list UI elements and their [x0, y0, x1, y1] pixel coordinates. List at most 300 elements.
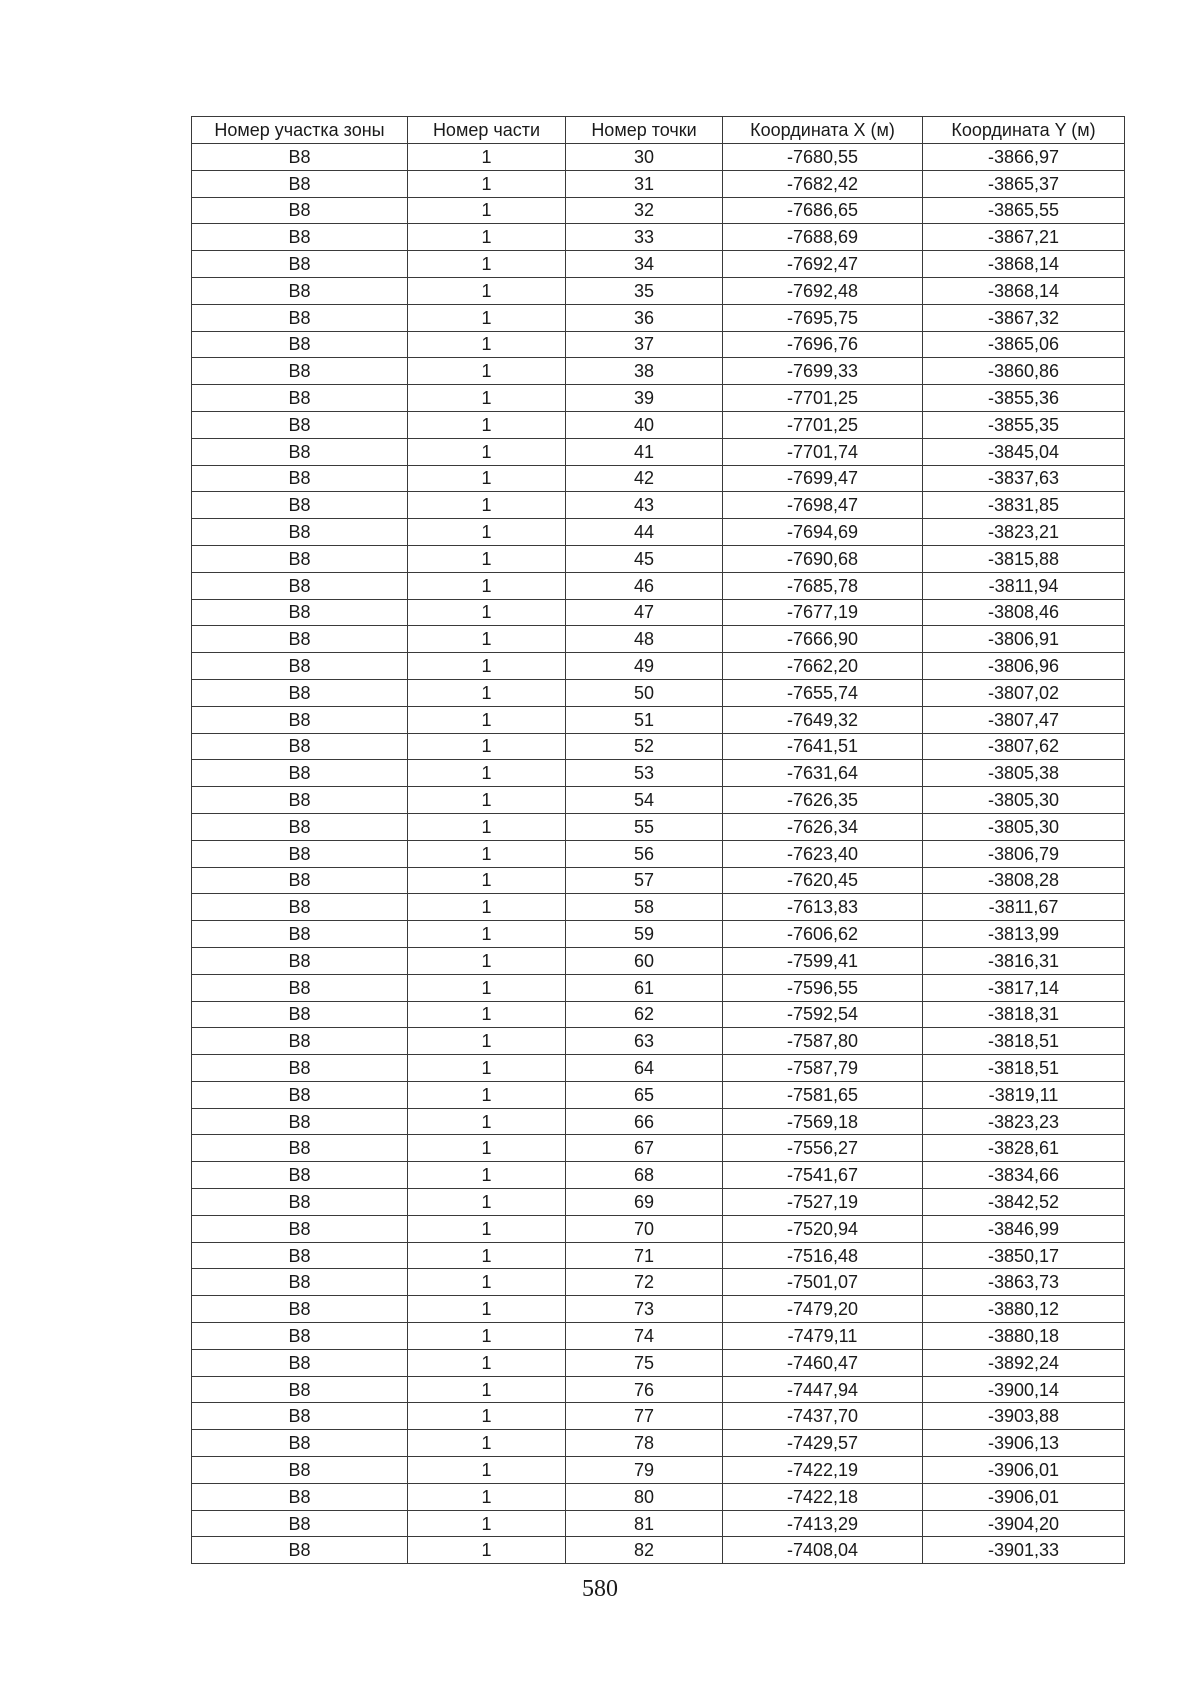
cell-point-number: 51	[566, 706, 723, 733]
cell-zone-section: В8	[192, 1537, 408, 1564]
cell-part-number: 1	[408, 599, 566, 626]
cell-coordinate-x: -7688,69	[723, 224, 923, 251]
cell-part-number: 1	[408, 840, 566, 867]
table-row	[192, 760, 1125, 787]
cell-coordinate-x: -7690,68	[723, 545, 923, 572]
cell-part-number: 1	[408, 197, 566, 224]
cell-part-number: 1	[408, 411, 566, 438]
table-row	[192, 1296, 1125, 1323]
cell-coordinate-y: -3892,24	[923, 1349, 1125, 1376]
cell-zone-section: В8	[192, 1001, 408, 1028]
cell-part-number: 1	[408, 760, 566, 787]
cell-coordinate-y: -3868,14	[923, 277, 1125, 304]
cell-coordinate-x: -7587,79	[723, 1055, 923, 1082]
cell-zone-section: В8	[192, 679, 408, 706]
cell-coordinate-x: -7447,94	[723, 1376, 923, 1403]
cell-coordinate-x: -7626,35	[723, 787, 923, 814]
cell-point-number: 75	[566, 1349, 723, 1376]
cell-coordinate-y: -3855,36	[923, 385, 1125, 412]
cell-part-number: 1	[408, 1296, 566, 1323]
table-header	[192, 117, 1125, 144]
cell-part-number: 1	[408, 1055, 566, 1082]
cell-zone-section: В8	[192, 144, 408, 171]
cell-coordinate-x: -7677,19	[723, 599, 923, 626]
cell-part-number: 1	[408, 1135, 566, 1162]
cell-coordinate-y: -3808,28	[923, 867, 1125, 894]
cell-part-number: 1	[408, 1483, 566, 1510]
cell-point-number: 40	[566, 411, 723, 438]
cell-coordinate-x: -7698,47	[723, 492, 923, 519]
table-row	[192, 358, 1125, 385]
cell-coordinate-x: -7626,34	[723, 813, 923, 840]
table-row	[192, 1537, 1125, 1564]
cell-coordinate-y: -3805,38	[923, 760, 1125, 787]
table-row	[192, 304, 1125, 331]
cell-zone-section: В8	[192, 170, 408, 197]
cell-zone-section: В8	[192, 385, 408, 412]
cell-point-number: 74	[566, 1323, 723, 1350]
cell-coordinate-x: -7662,20	[723, 653, 923, 680]
cell-part-number: 1	[408, 733, 566, 760]
cell-coordinate-y: -3807,62	[923, 733, 1125, 760]
header-coordinate-y: Координата Y (м)	[923, 117, 1125, 144]
cell-coordinate-x: -7501,07	[723, 1269, 923, 1296]
cell-part-number: 1	[408, 1323, 566, 1350]
cell-point-number: 37	[566, 331, 723, 358]
cell-zone-section: В8	[192, 1081, 408, 1108]
cell-zone-section: В8	[192, 1055, 408, 1082]
cell-coordinate-x: -7694,69	[723, 519, 923, 546]
cell-coordinate-x: -7429,57	[723, 1430, 923, 1457]
cell-coordinate-x: -7695,75	[723, 304, 923, 331]
cell-part-number: 1	[408, 1403, 566, 1430]
cell-coordinate-x: -7699,33	[723, 358, 923, 385]
cell-point-number: 68	[566, 1162, 723, 1189]
cell-coordinate-y: -3816,31	[923, 947, 1125, 974]
cell-part-number: 1	[408, 385, 566, 412]
cell-zone-section: В8	[192, 1242, 408, 1269]
cell-point-number: 32	[566, 197, 723, 224]
cell-coordinate-x: -7686,65	[723, 197, 923, 224]
cell-coordinate-y: -3806,91	[923, 626, 1125, 653]
cell-coordinate-y: -3880,12	[923, 1296, 1125, 1323]
cell-point-number: 55	[566, 813, 723, 840]
cell-coordinate-x: -7422,18	[723, 1483, 923, 1510]
cell-coordinate-y: -3868,14	[923, 251, 1125, 278]
table-row	[192, 787, 1125, 814]
header-point-number: Номер точки	[566, 117, 723, 144]
cell-point-number: 47	[566, 599, 723, 626]
cell-coordinate-y: -3823,23	[923, 1108, 1125, 1135]
cell-coordinate-x: -7682,42	[723, 170, 923, 197]
cell-coordinate-y: -3846,99	[923, 1215, 1125, 1242]
cell-coordinate-x: -7479,20	[723, 1296, 923, 1323]
table-row	[192, 251, 1125, 278]
table-row	[192, 572, 1125, 599]
table-body	[192, 144, 1125, 1564]
cell-coordinate-y: -3828,61	[923, 1135, 1125, 1162]
cell-coordinate-x: -7460,47	[723, 1349, 923, 1376]
table-row	[192, 331, 1125, 358]
cell-zone-section: В8	[192, 1215, 408, 1242]
table-row	[192, 411, 1125, 438]
cell-part-number: 1	[408, 465, 566, 492]
cell-part-number: 1	[408, 1510, 566, 1537]
cell-point-number: 82	[566, 1537, 723, 1564]
cell-point-number: 43	[566, 492, 723, 519]
cell-point-number: 57	[566, 867, 723, 894]
cell-zone-section: В8	[192, 519, 408, 546]
header-zone-section: Номер участка зоны	[192, 117, 408, 144]
cell-zone-section: В8	[192, 894, 408, 921]
table-row	[192, 545, 1125, 572]
cell-zone-section: В8	[192, 840, 408, 867]
table-row	[192, 1376, 1125, 1403]
cell-point-number: 60	[566, 947, 723, 974]
cell-coordinate-y: -3811,94	[923, 572, 1125, 599]
cell-zone-section: В8	[192, 921, 408, 948]
cell-point-number: 69	[566, 1189, 723, 1216]
cell-zone-section: В8	[192, 1457, 408, 1484]
cell-point-number: 49	[566, 653, 723, 680]
cell-point-number: 44	[566, 519, 723, 546]
cell-zone-section: В8	[192, 251, 408, 278]
cell-coordinate-y: -3805,30	[923, 813, 1125, 840]
table-row	[192, 679, 1125, 706]
cell-zone-section: В8	[192, 1296, 408, 1323]
cell-part-number: 1	[408, 1457, 566, 1484]
cell-coordinate-x: -7556,27	[723, 1135, 923, 1162]
cell-coordinate-y: -3806,96	[923, 653, 1125, 680]
cell-coordinate-y: -3855,35	[923, 411, 1125, 438]
cell-point-number: 78	[566, 1430, 723, 1457]
table-row	[192, 1215, 1125, 1242]
cell-zone-section: В8	[192, 1376, 408, 1403]
cell-point-number: 64	[566, 1055, 723, 1082]
table-row	[192, 653, 1125, 680]
cell-part-number: 1	[408, 1215, 566, 1242]
cell-coordinate-x: -7696,76	[723, 331, 923, 358]
cell-part-number: 1	[408, 1430, 566, 1457]
cell-coordinate-x: -7620,45	[723, 867, 923, 894]
cell-coordinate-x: -7408,04	[723, 1537, 923, 1564]
cell-part-number: 1	[408, 1081, 566, 1108]
cell-point-number: 61	[566, 974, 723, 1001]
cell-zone-section: В8	[192, 1430, 408, 1457]
cell-coordinate-x: -7623,40	[723, 840, 923, 867]
cell-part-number: 1	[408, 224, 566, 251]
cell-coordinate-y: -3900,14	[923, 1376, 1125, 1403]
coordinates-table	[191, 116, 1125, 1564]
table-row	[192, 894, 1125, 921]
cell-part-number: 1	[408, 1269, 566, 1296]
cell-part-number: 1	[408, 1028, 566, 1055]
cell-coordinate-x: -7587,80	[723, 1028, 923, 1055]
cell-point-number: 54	[566, 787, 723, 814]
cell-point-number: 80	[566, 1483, 723, 1510]
cell-coordinate-x: -7520,94	[723, 1215, 923, 1242]
cell-coordinate-x: -7680,55	[723, 144, 923, 171]
cell-point-number: 39	[566, 385, 723, 412]
table-row	[192, 1349, 1125, 1376]
cell-point-number: 66	[566, 1108, 723, 1135]
cell-coordinate-y: -3845,04	[923, 438, 1125, 465]
cell-zone-section: В8	[192, 492, 408, 519]
cell-coordinate-x: -7592,54	[723, 1001, 923, 1028]
cell-zone-section: В8	[192, 411, 408, 438]
cell-point-number: 70	[566, 1215, 723, 1242]
cell-zone-section: В8	[192, 867, 408, 894]
cell-part-number: 1	[408, 1537, 566, 1564]
cell-coordinate-y: -3880,18	[923, 1323, 1125, 1350]
cell-part-number: 1	[408, 492, 566, 519]
cell-point-number: 45	[566, 545, 723, 572]
cell-part-number: 1	[408, 277, 566, 304]
cell-zone-section: В8	[192, 974, 408, 1001]
cell-coordinate-y: -3850,17	[923, 1242, 1125, 1269]
header-row	[192, 117, 1125, 144]
cell-coordinate-y: -3904,20	[923, 1510, 1125, 1537]
cell-point-number: 73	[566, 1296, 723, 1323]
cell-coordinate-x: -7516,48	[723, 1242, 923, 1269]
cell-zone-section: В8	[192, 626, 408, 653]
cell-part-number: 1	[408, 787, 566, 814]
cell-coordinate-y: -3808,46	[923, 599, 1125, 626]
cell-coordinate-y: -3837,63	[923, 465, 1125, 492]
cell-coordinate-y: -3819,11	[923, 1081, 1125, 1108]
table-row	[192, 438, 1125, 465]
cell-coordinate-y: -3831,85	[923, 492, 1125, 519]
cell-point-number: 77	[566, 1403, 723, 1430]
header-part-number: Номер части	[408, 117, 566, 144]
cell-coordinate-x: -7413,29	[723, 1510, 923, 1537]
table-row	[192, 277, 1125, 304]
cell-point-number: 34	[566, 251, 723, 278]
cell-coordinate-x: -7422,19	[723, 1457, 923, 1484]
cell-part-number: 1	[408, 331, 566, 358]
cell-part-number: 1	[408, 358, 566, 385]
cell-zone-section: В8	[192, 1483, 408, 1510]
cell-zone-section: В8	[192, 787, 408, 814]
cell-point-number: 31	[566, 170, 723, 197]
cell-coordinate-x: -7701,25	[723, 385, 923, 412]
cell-part-number: 1	[408, 653, 566, 680]
cell-zone-section: В8	[192, 304, 408, 331]
cell-coordinate-y: -3906,01	[923, 1483, 1125, 1510]
cell-point-number: 48	[566, 626, 723, 653]
cell-zone-section: В8	[192, 760, 408, 787]
cell-coordinate-x: -7613,83	[723, 894, 923, 921]
cell-zone-section: В8	[192, 813, 408, 840]
cell-coordinate-y: -3818,51	[923, 1028, 1125, 1055]
cell-point-number: 41	[566, 438, 723, 465]
cell-zone-section: В8	[192, 1269, 408, 1296]
table-row	[192, 947, 1125, 974]
cell-coordinate-y: -3834,66	[923, 1162, 1125, 1189]
cell-zone-section: В8	[192, 277, 408, 304]
header-coordinate-x: Координата X (м)	[723, 117, 923, 144]
cell-zone-section: В8	[192, 706, 408, 733]
cell-coordinate-y: -3817,14	[923, 974, 1125, 1001]
cell-coordinate-x: -7649,32	[723, 706, 923, 733]
cell-part-number: 1	[408, 1108, 566, 1135]
table-row	[192, 1510, 1125, 1537]
table-row	[192, 840, 1125, 867]
cell-coordinate-y: -3865,55	[923, 197, 1125, 224]
cell-zone-section: В8	[192, 572, 408, 599]
cell-coordinate-y: -3906,13	[923, 1430, 1125, 1457]
cell-part-number: 1	[408, 1242, 566, 1269]
cell-part-number: 1	[408, 572, 566, 599]
cell-point-number: 53	[566, 760, 723, 787]
table-row	[192, 1108, 1125, 1135]
cell-point-number: 76	[566, 1376, 723, 1403]
cell-point-number: 46	[566, 572, 723, 599]
table-row	[192, 1001, 1125, 1028]
cell-coordinate-x: -7541,67	[723, 1162, 923, 1189]
cell-coordinate-y: -3867,32	[923, 304, 1125, 331]
cell-part-number: 1	[408, 144, 566, 171]
cell-part-number: 1	[408, 1001, 566, 1028]
cell-point-number: 81	[566, 1510, 723, 1537]
cell-coordinate-x: -7437,70	[723, 1403, 923, 1430]
cell-coordinate-x: -7699,47	[723, 465, 923, 492]
cell-coordinate-y: -3823,21	[923, 519, 1125, 546]
cell-zone-section: В8	[192, 1108, 408, 1135]
cell-zone-section: В8	[192, 1403, 408, 1430]
cell-part-number: 1	[408, 1162, 566, 1189]
cell-part-number: 1	[408, 813, 566, 840]
cell-point-number: 36	[566, 304, 723, 331]
table-row	[192, 144, 1125, 171]
cell-zone-section: В8	[192, 1162, 408, 1189]
cell-point-number: 30	[566, 144, 723, 171]
cell-point-number: 56	[566, 840, 723, 867]
cell-part-number: 1	[408, 867, 566, 894]
page-number: 580	[582, 1576, 618, 1602]
table-row	[192, 1242, 1125, 1269]
cell-part-number: 1	[408, 894, 566, 921]
table-row	[192, 1483, 1125, 1510]
table-row	[192, 197, 1125, 224]
cell-coordinate-x: -7479,11	[723, 1323, 923, 1350]
cell-coordinate-y: -3815,88	[923, 545, 1125, 572]
cell-coordinate-x: -7606,62	[723, 921, 923, 948]
cell-coordinate-x: -7631,64	[723, 760, 923, 787]
cell-coordinate-y: -3806,79	[923, 840, 1125, 867]
cell-coordinate-y: -3807,47	[923, 706, 1125, 733]
cell-coordinate-y: -3818,51	[923, 1055, 1125, 1082]
cell-part-number: 1	[408, 170, 566, 197]
cell-point-number: 58	[566, 894, 723, 921]
table-row	[192, 1162, 1125, 1189]
cell-zone-section: В8	[192, 947, 408, 974]
table-row	[192, 492, 1125, 519]
cell-point-number: 71	[566, 1242, 723, 1269]
cell-point-number: 72	[566, 1269, 723, 1296]
cell-zone-section: В8	[192, 438, 408, 465]
cell-point-number: 35	[566, 277, 723, 304]
cell-coordinate-y: -3860,86	[923, 358, 1125, 385]
cell-coordinate-x: -7701,25	[723, 411, 923, 438]
cell-coordinate-y: -3866,97	[923, 144, 1125, 171]
cell-zone-section: В8	[192, 1135, 408, 1162]
cell-point-number: 62	[566, 1001, 723, 1028]
cell-zone-section: В8	[192, 358, 408, 385]
table-row	[192, 1403, 1125, 1430]
cell-part-number: 1	[408, 1376, 566, 1403]
cell-coordinate-x: -7527,19	[723, 1189, 923, 1216]
cell-part-number: 1	[408, 626, 566, 653]
cell-coordinate-x: -7641,51	[723, 733, 923, 760]
cell-coordinate-x: -7655,74	[723, 679, 923, 706]
cell-coordinate-y: -3903,88	[923, 1403, 1125, 1430]
cell-coordinate-x: -7596,55	[723, 974, 923, 1001]
cell-part-number: 1	[408, 438, 566, 465]
cell-part-number: 1	[408, 545, 566, 572]
cell-coordinate-y: -3818,31	[923, 1001, 1125, 1028]
cell-part-number: 1	[408, 974, 566, 1001]
cell-coordinate-y: -3867,21	[923, 224, 1125, 251]
table-row	[192, 1189, 1125, 1216]
table-row	[192, 1323, 1125, 1350]
table-row	[192, 1055, 1125, 1082]
table-row	[192, 1269, 1125, 1296]
table-row	[192, 1430, 1125, 1457]
table-row	[192, 974, 1125, 1001]
cell-zone-section: В8	[192, 1349, 408, 1376]
cell-coordinate-y: -3863,73	[923, 1269, 1125, 1296]
cell-zone-section: В8	[192, 545, 408, 572]
cell-zone-section: В8	[192, 1323, 408, 1350]
table-row	[192, 599, 1125, 626]
cell-part-number: 1	[408, 519, 566, 546]
cell-point-number: 63	[566, 1028, 723, 1055]
table-row	[192, 170, 1125, 197]
table-row	[192, 813, 1125, 840]
table-row	[192, 465, 1125, 492]
cell-point-number: 79	[566, 1457, 723, 1484]
cell-zone-section: В8	[192, 733, 408, 760]
cell-coordinate-x: -7581,65	[723, 1081, 923, 1108]
cell-point-number: 52	[566, 733, 723, 760]
cell-zone-section: В8	[192, 1510, 408, 1537]
cell-coordinate-y: -3842,52	[923, 1189, 1125, 1216]
cell-coordinate-x: -7569,18	[723, 1108, 923, 1135]
cell-coordinate-y: -3901,33	[923, 1537, 1125, 1564]
cell-coordinate-y: -3807,02	[923, 679, 1125, 706]
cell-part-number: 1	[408, 706, 566, 733]
cell-part-number: 1	[408, 921, 566, 948]
cell-coordinate-x: -7685,78	[723, 572, 923, 599]
cell-zone-section: В8	[192, 1189, 408, 1216]
cell-point-number: 65	[566, 1081, 723, 1108]
cell-part-number: 1	[408, 679, 566, 706]
cell-coordinate-x: -7666,90	[723, 626, 923, 653]
cell-point-number: 33	[566, 224, 723, 251]
table-row	[192, 1081, 1125, 1108]
cell-coordinate-y: -3811,67	[923, 894, 1125, 921]
cell-part-number: 1	[408, 1189, 566, 1216]
cell-point-number: 67	[566, 1135, 723, 1162]
table-row	[192, 385, 1125, 412]
cell-coordinate-x: -7599,41	[723, 947, 923, 974]
cell-coordinate-y: -3805,30	[923, 787, 1125, 814]
table-row	[192, 224, 1125, 251]
cell-coordinate-y: -3865,37	[923, 170, 1125, 197]
cell-zone-section: В8	[192, 1028, 408, 1055]
table-row	[192, 733, 1125, 760]
